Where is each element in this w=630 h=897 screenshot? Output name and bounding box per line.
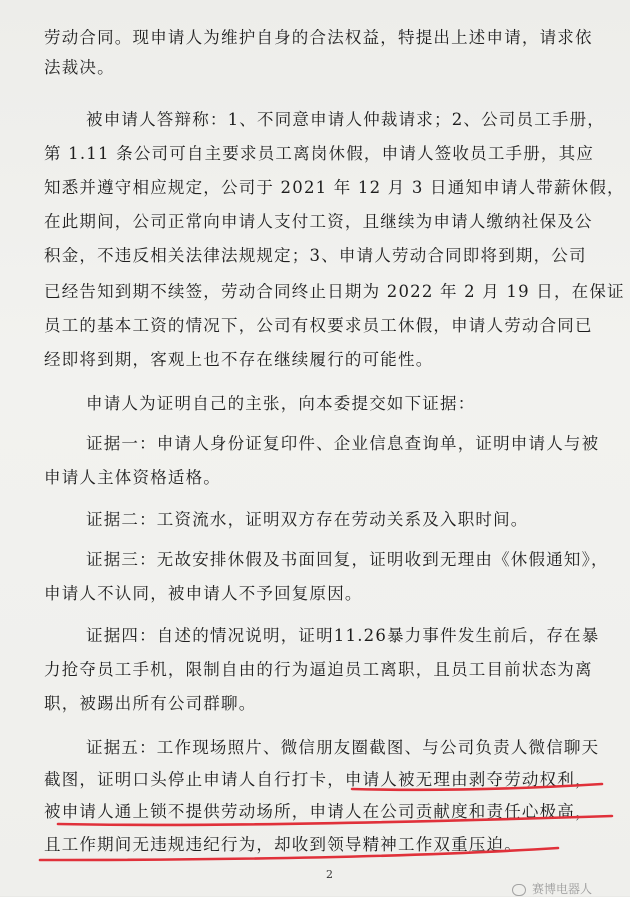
text-line: 证据五：工作现场照片、微信朋友圈截图、与公司负责人微信聊天 [86, 738, 600, 757]
watermark [512, 880, 592, 897]
text-line [44, 768, 593, 792]
text-line: 证据二：工资流水，证明双方存在劳动关系及入职时间。 [86, 510, 529, 529]
text-line: 劳动合同。现申请人为维护自身的合法权益，特提出上述申请，请求依 [44, 28, 593, 47]
text-line: 力抢夺员工手机，限制自由的行为逼迫员工离职，且员工目前状态为离 [44, 660, 593, 679]
text-line: 经即将到期，客观上也不存在继续履行的可能性。 [44, 350, 434, 369]
text-line: 被申请人答辩称：1、不同意申请人仲裁请求；2、公司员工手册， [86, 110, 605, 129]
highlighted-line: 且工作期间无违规违纪行为，却收到领导精神工作双重压迫。 [44, 835, 522, 854]
text-line: 积金，不违反相关法律法规规定；3、申请人劳动合同即将到期，公司 [44, 246, 587, 265]
text-line: 知悉并遵守相应规定，公司于 2021 年 12 月 3 日通知申请人带薪休假， [44, 178, 625, 197]
text-line: 证据四：自述的情况说明，证明11.26暴力事件发生前后，存在暴 [86, 626, 600, 645]
highlighted-text: 申请人被无理由剥夺劳动权利， [344, 770, 593, 789]
text-line: 第 1.11 条公司可自主要求员工离岗休假，申请人签收员工手册，其应 [44, 144, 595, 163]
text-line: 职，被踢出所有公司群聊。 [44, 694, 257, 713]
text-line: 证据一：申请人身份证复印件、企业信息查询单，证明申请人与被 [86, 434, 600, 453]
text-line: 证据三：无故安排休假及书面回复，证明收到无理由《休假通知》， [86, 550, 609, 569]
text-line: 已经告知到期不续签，劳动合同终止日期为 2022 年 2 月 19 日，在保证 [44, 282, 625, 301]
highlighted-line: 被申请人通上锁不提供劳动场所，申请人在公司贡献度和责任心极高， [44, 802, 593, 821]
text-line: 员工的基本工资的情况下，公司有权要求员工休假，申请人劳动合同已 [44, 316, 593, 335]
text-line: 法裁决。 [44, 58, 115, 77]
text-line: 申请人为证明自己的主张，向本委提交如下证据： [86, 394, 476, 413]
text-line: 在此期间，公司正常向申请人支付工资，且继续为申请人缴纳社保及公 [44, 212, 593, 231]
text-segment: 截图，证明口头停止申请人自行打卡， [44, 770, 345, 789]
text-line: 申请人不认同，被申请人不予回复原因。 [44, 584, 363, 603]
wechat-icon [512, 884, 526, 896]
watermark-text: 赛博电器人 [532, 882, 593, 896]
page-number: 2 [326, 868, 333, 881]
text-line: 申请人主体资格适格。 [44, 468, 221, 487]
